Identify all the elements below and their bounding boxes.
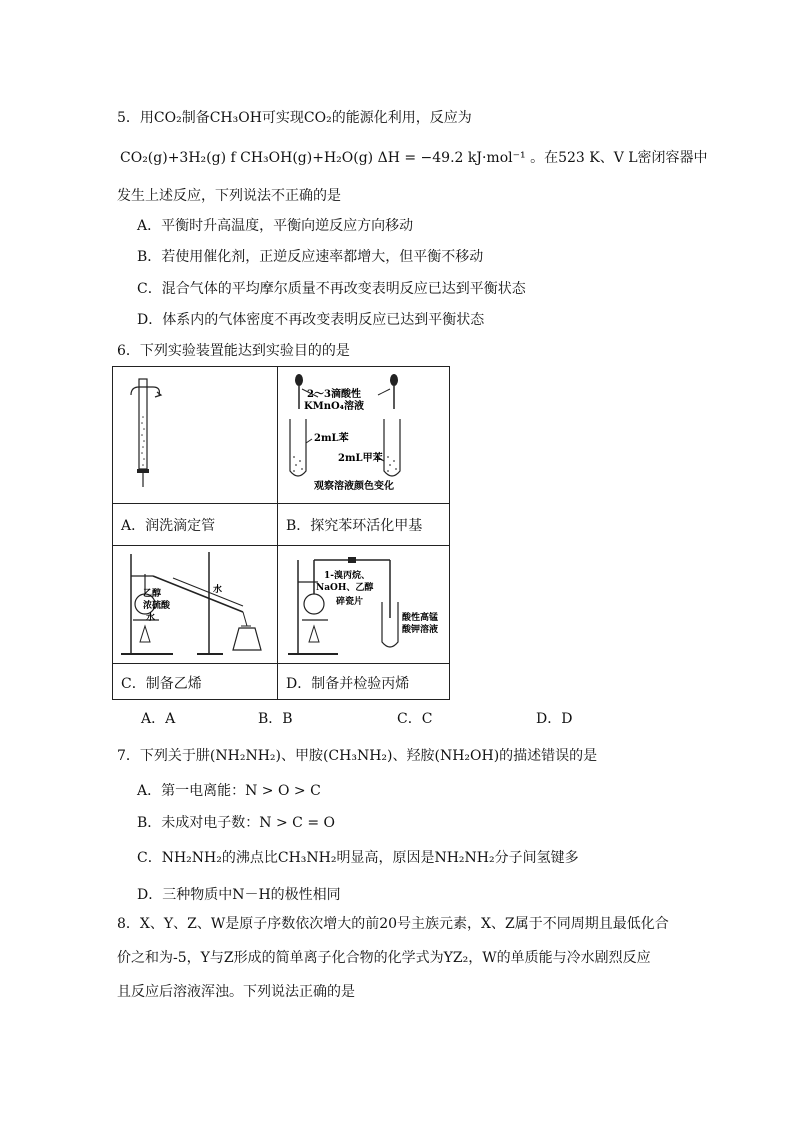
fig-b-text-3: 2mL苯	[314, 433, 349, 444]
fig-c-text-4: 水	[213, 585, 223, 595]
cell-a-label: A．润洗滴定管	[121, 518, 216, 534]
figure-propene-apparatus	[278, 546, 451, 663]
fig-c-text-3: 浓硫酸	[143, 601, 171, 611]
q6-answer-b: B．B	[258, 711, 293, 727]
q6-apparatus-table	[112, 366, 450, 700]
q6-stem: 6．下列实验装置能达到实验目的的是	[117, 343, 350, 359]
fig-b-text-4: 2mL甲苯	[338, 453, 383, 464]
fig-b-text-2: KMnO₄溶液	[303, 401, 365, 412]
cell-d-label: D．制备并检验丙烯	[286, 676, 410, 692]
q8-line2: 价之和为-5，Y与Z形成的简单离子化合物的化学式为YZ₂，W的单质能与冷水剧烈反应	[117, 950, 651, 966]
figure-burette	[113, 367, 277, 503]
fig-c-text-2: 乙醇	[143, 589, 162, 599]
fig-d-text-3: 碎瓷片	[336, 597, 364, 607]
fig-d-text-1: 1-溴丙烷、	[324, 571, 370, 581]
q6-answer-c: C．C	[397, 711, 433, 727]
q7-option-c: C．NH₂NH₂的沸点比CH₃NH₂明显高，原因是NH₂NH₂分子间氢键多	[137, 850, 579, 866]
q7-option-a: A．第一电离能：N > O > C	[137, 783, 321, 799]
cell-b-label: B．探究苯环活化甲基	[286, 518, 423, 534]
q5-stem-line3: 发生上述反应，下列说法不正确的是	[117, 188, 341, 204]
q7-stem: 7．下列关于肼(NH₂NH₂)、甲胺(CH₃NH₂)、羟胺(NH₂OH)的描述错误的是	[117, 748, 598, 764]
q5-option-b: B．若使用催化剂，正逆反应速率都增大，但平衡不移动	[137, 249, 484, 265]
q8-line3: 且反应后溶液浑浊。下列说法正确的是	[117, 984, 355, 1000]
q8-line1: 8．X、Y、Z、W是原子序数依次增大的前20号主族元素，X、Z属于不同周期且最低化合	[117, 916, 669, 932]
fig-d-text-4: 酸性高锰	[402, 613, 439, 623]
fig-c-text-1: 水	[146, 613, 156, 623]
q6-answer-d: D．D	[536, 711, 573, 727]
figure-test-tubes	[278, 367, 451, 503]
q5-equation: CO₂(g)+3H₂(g) f CH₃OH(g)+H₂O(g) ΔH = −49.2 kJ·mol⁻¹ 。在523 K、V L密闭容器中	[120, 150, 708, 166]
table-divider-3	[113, 663, 449, 664]
cell-c-label: C．制备乙烯	[121, 676, 202, 692]
fig-d-text-2: NaOH、乙醇	[316, 583, 374, 593]
table-divider-1	[113, 503, 449, 504]
fig-b-text-5: 观察溶液颜色变化	[314, 481, 394, 492]
q5-option-a: A．平衡时升高温度，平衡向逆反应方向移动	[137, 218, 414, 234]
q5-option-c: C．混合气体的平均摩尔质量不再改变表明反应已达到平衡状态	[137, 281, 526, 297]
fig-b-text-1: 2～3滴酸性	[307, 389, 361, 400]
q7-option-b: B．未成对电子数：N > C = O	[137, 815, 335, 831]
q6-answer-a: A．A	[141, 711, 176, 727]
fig-d-text-5: 酸钾溶液	[402, 625, 439, 635]
q5-stem-line1: 5．用CO₂制备CH₃OH可实现CO₂的能源化利用，反应为	[117, 110, 472, 126]
figure-ethylene-apparatus	[113, 546, 277, 663]
q7-option-d: D．三种物质中N－H的极性相同	[137, 887, 341, 903]
q5-option-d: D．体系内的气体密度不再改变表明反应已达到平衡状态	[137, 312, 485, 328]
